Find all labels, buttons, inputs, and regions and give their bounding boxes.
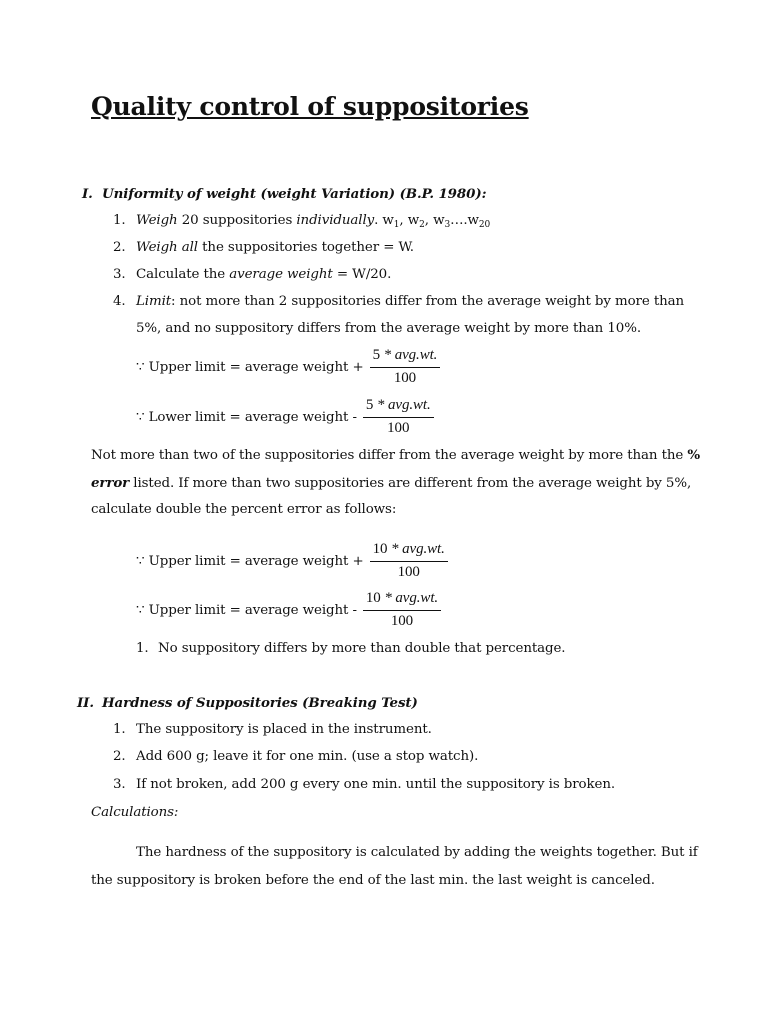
paragraph-line-3: calculate double the percent error as follows: xyxy=(91,502,397,517)
step-2-3-num: 3. xyxy=(113,777,126,792)
fraction: $\frac{\text{5 * avg.wt.}}{100}$ xyxy=(370,347,441,387)
upper-limit-formula: ∵ Upper limit = average weight + $\frac{\text{5 * avg.wt.}}{100}$ xyxy=(136,347,440,387)
paragraph-line-1: Not more than two of the suppositories differ from the average weight by more than the % xyxy=(91,447,701,463)
step-2-1: The suppository is placed in the instrument. xyxy=(136,722,432,737)
section-1-numeral: I. xyxy=(82,186,93,202)
section-2-numeral: II. xyxy=(77,695,94,711)
fraction: $\frac{\text{10 * avg.wt.}}{100}$ xyxy=(370,541,448,581)
note-text: No suppository differs by more than double that percentage. xyxy=(158,641,566,656)
section-1-heading: Uniformity of weight (weight Variation) (B.P. 1980): xyxy=(102,186,487,202)
step-1-1-num: 1. xyxy=(113,213,126,228)
step-2-2-num: 2. xyxy=(113,749,126,764)
fraction: $\frac{\text{10 * avg.wt.}}{100}$ xyxy=(363,590,441,630)
step-1-3: Calculate the average weight = W/20. xyxy=(136,267,392,282)
fraction: $\frac{\text{5 * avg.wt.}}{100}$ xyxy=(363,397,434,437)
lower-limit-formula: ∵ Lower limit = average weight - $\frac{\text{5 * avg.wt.}}{100}$ xyxy=(136,397,434,437)
page-title: Quality control of suppositories xyxy=(91,92,529,121)
note-num: 1. xyxy=(136,641,149,656)
step-2-2: Add 600 g; leave it for one min. (use a stop watch). xyxy=(136,749,479,764)
step-1-4-line2: 5%, and no suppository differs from the average weight by more than 10%. xyxy=(136,321,641,336)
step-1-4-num: 4. xyxy=(113,294,126,309)
paragraph-line-2: error listed. If more than two suppositories are different from the average weight by 5%, xyxy=(91,475,692,491)
step-1-3-num: 3. xyxy=(113,267,126,282)
step-1-2-num: 2. xyxy=(113,240,126,255)
step-1-2: Weigh all the suppositories together = W. xyxy=(136,240,414,255)
section-2-heading: Hardness of Suppositories (Breaking Test) xyxy=(102,695,418,711)
double-upper-limit-formula: ∵ Upper limit = average weight + $\frac{\text{10 * avg.wt.}}{100}$ xyxy=(136,541,448,581)
step-1-4-line1: Limit: not more than 2 suppositories differ from the average weight by more than xyxy=(136,294,685,309)
calculations-label: Calculations: xyxy=(91,805,179,820)
calculations-line-1: The hardness of the suppository is calculated by adding the weights together. But if xyxy=(136,845,698,860)
step-2-3: If not broken, add 200 g every one min. until the suppository is broken. xyxy=(136,777,616,792)
calculations-line-2: the suppository is broken before the end of the last min. the last weight is canceled. xyxy=(91,873,655,888)
step-2-1-num: 1. xyxy=(113,722,126,737)
double-limit-formula: ∵ Upper limit = average weight - $\frac{\text{10 * avg.wt.}}{100}$ xyxy=(136,590,441,630)
step-1-1: Weigh 20 suppositories individually. $w_1$, $w_2$, $w_3\dots.w_{20}$ xyxy=(136,213,491,230)
